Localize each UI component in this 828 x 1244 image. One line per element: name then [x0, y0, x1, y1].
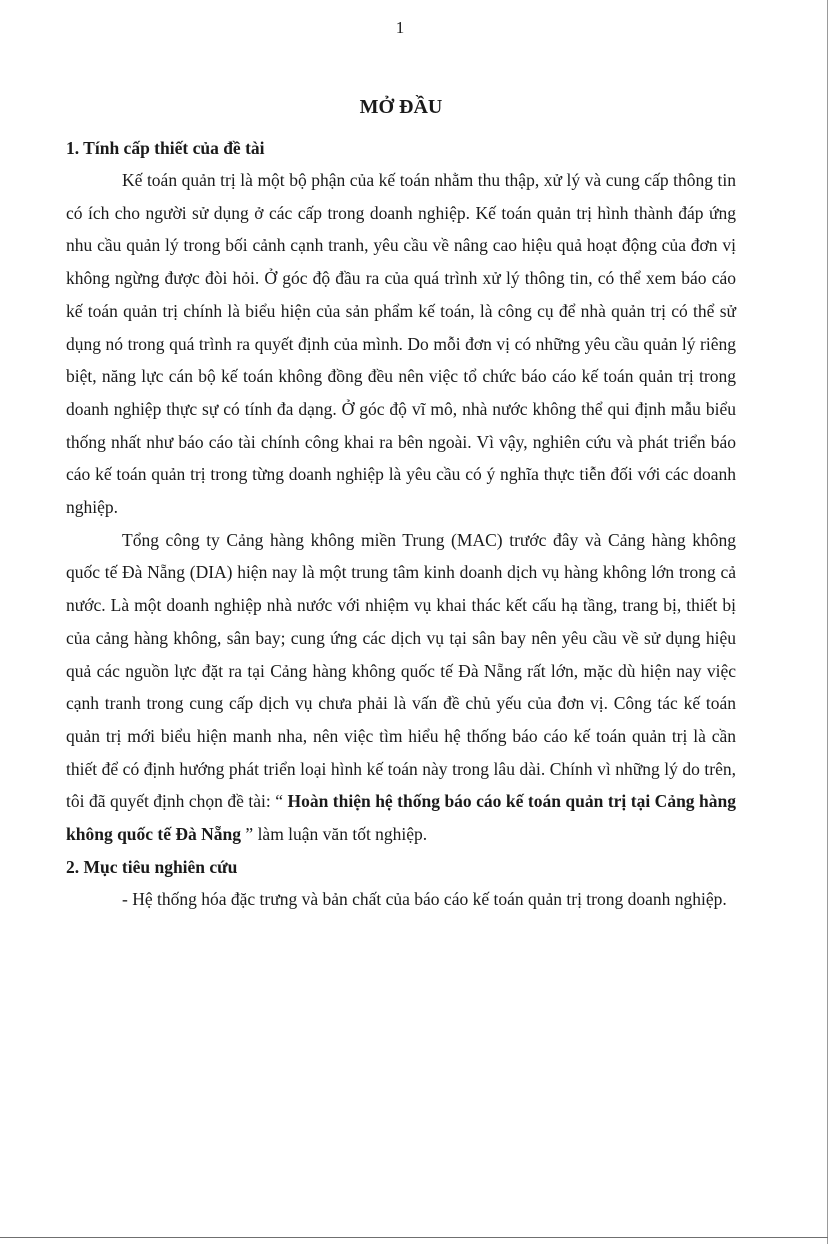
- section-2-paragraph-1: - Hệ thống hóa đặc trưng và bản chất của báo cáo kế toán quản trị trong doanh nghiệp.: [122, 888, 727, 909]
- section-1-paragraph-2: [66, 524, 736, 851]
- page-number: 1: [395, 18, 405, 37]
- paragraph-2-text-before: Tổng công ty Cảng hàng không miền Trung (MAC) trước đây và Cảng hàng không quốc tế Đà Nẵng (DIA) hiện nay là một trung tâm kinh doanh dịch vụ hàng không lớn trong cả nước. Là một doanh nghiệp nhà nước với nhiệm vụ khai thác kết cấu hạ tầng, trang bị, thiết bị của cảng hàng không, sân bay; cung ứng các dịch vụ tại sân bay nên yêu cầu về sử dụng hiệu quả các nguồn lực đặt ra tại Cảng hàng không quốc tế Đà Nẵng rất lớn, mặc dù hiện nay việc cạnh tranh trong cung cấp dịch vụ chưa phải là vấn đề chủ yếu của đơn vị. Công tác kế toán quản trị mới biểu hiện manh nha, nên việc tìm hiểu hệ thống báo cáo kế toán quản trị là cần thiết để có định hướng phát triển loại hình kế toán này trong lâu dài. Chính vì những lý do trên, tôi đã quyết định chọn đề tài: “: [66, 529, 736, 812]
- section-2-heading: 2. Mục tiêu nghiên cứu: [66, 856, 238, 877]
- section-1-paragraph-1: Kế toán quản trị là một bộ phận của kế toán nhằm thu thập, xử lý và cung cấp thông tin có ích cho người sử dụng ở các cấp trong doanh nghiệp. Kế toán quản trị hình thành đáp ứng nhu cầu quản lý trong bối cảnh cạnh tranh, yêu cầu về nâng cao hiệu quả hoạt động của đơn vị không ngừng được đòi hỏi. Ở góc độ đầu ra của quá trình xử lý thông tin, có thể xem báo cáo kế toán quản trị chính là biểu hiện của sản phẩm kế toán, là công cụ để nhà quản trị có thể sử dụng nó trong quá trình ra quyết định của mình. Do mỗi đơn vị có những yêu cầu quản lý riêng biệt, năng lực cán bộ kế toán không đồng đều nên việc tổ chức báo cáo kế toán quản trị trong doanh nghiệp thực sự có tính đa dạng. Ở góc độ vĩ mô, nhà nước không thể qui định mẫu biểu thống nhất như báo cáo tài chính công khai ra bên ngoài. Vì vậy, nghiên cứu và phát triển báo cáo kế toán quản trị trong từng doanh nghiệp là yêu cầu có ý nghĩa thực tiễn đối với các doanh nghiệp.: [66, 170, 736, 518]
- section-1-heading: 1. Tính cấp thiết của đề tài: [66, 138, 265, 158]
- thesis-title: Hoàn thiện hệ thống báo cáo kế toán quản trị tại Cảng hàng không quốc tế Đà Nẵng: [66, 791, 736, 845]
- paragraph-2-text-after: ” làm luận văn tốt nghiệp.: [241, 824, 428, 845]
- document-title: MỞ ĐẦU: [359, 96, 443, 118]
- page-bottom-border: [0, 1237, 828, 1238]
- page-content: [66, 92, 736, 915]
